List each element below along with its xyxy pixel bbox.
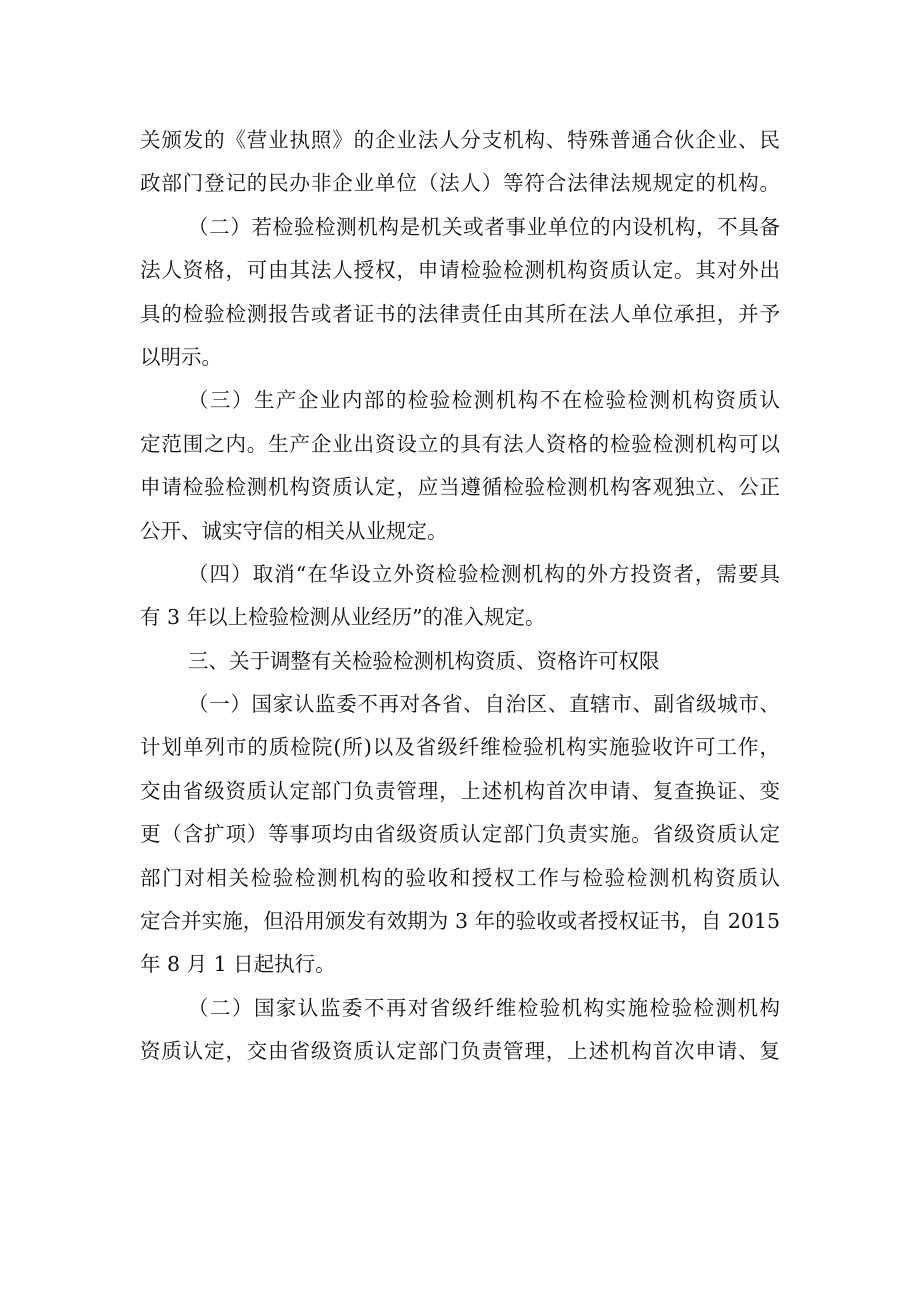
text-line: 部门对相关检验检测机构的验收和授权工作与检验检测机构资质认 <box>140 865 780 890</box>
text-line: 有 3 年以上检验检测从业经历”的准入规定。 <box>140 605 546 630</box>
text-line: 法人资格，可由其法人授权，申请检验检测机构资质认定。其对外出 <box>140 258 780 283</box>
text-line: 定合并实施，但沿用颁发有效期为 3 年的验收或者授权证书，自 2015 <box>140 909 780 934</box>
text-line: 以明示。 <box>140 344 222 369</box>
text-line: 三、关于调整有关检验检测机构资质、资格许可权限 <box>188 648 660 673</box>
text-line: （一）国家认监委不再对各省、自治区、直辖市、副省级城市、 <box>188 692 780 717</box>
text-line: 具的检验检测报告或者证书的法律责任由其所在法人单位承担，并予 <box>140 301 780 326</box>
text-line: 年 8 月 1 日起执行。 <box>140 952 336 977</box>
text-line: 关颁发的《营业执照》的企业法人分支机构、特殊普通合伙企业、民 <box>140 128 780 152</box>
text-line: 资质认定，交由省级资质认定部门负责管理，上述机构首次申请、复 <box>140 1039 780 1064</box>
text-line: 更（含扩项）等事项均由省级资质认定部门负责实施。省级资质认定 <box>140 822 780 847</box>
text-line: 定范围之内。生产企业出资设立的具有法人资格的检验检测机构可以 <box>140 431 780 456</box>
text-line: 交由省级资质认定部门负责管理，上述机构首次申请、复查换证、变 <box>140 778 780 803</box>
text-line: 计划单列市的质检院(所)以及省级纤维检验机构实施验收许可工作， <box>140 735 780 760</box>
text-line: （四）取消“在华设立外资检验检测机构的外方投资者，需要具 <box>188 561 780 586</box>
text-line: （二）国家认监委不再对省级纤维检验机构实施检验检测机构 <box>188 995 780 1020</box>
text-line: （二）若检验检测机构是机关或者事业单位的内设机构，不具备 <box>188 214 780 239</box>
document-body <box>140 119 780 1074</box>
text-line: 申请检验检测机构资质认定，应当遵循检验检测机构客观独立、公正 <box>140 475 780 500</box>
text-line: 政部门登记的民办非企业单位（法人）等符合法律法规规定的机构。 <box>140 171 780 196</box>
text-line: （三）生产企业内部的检验检测机构不在检验检测机构资质认 <box>188 388 780 413</box>
text-line: 公开、诚实守信的相关从业规定。 <box>140 518 448 543</box>
